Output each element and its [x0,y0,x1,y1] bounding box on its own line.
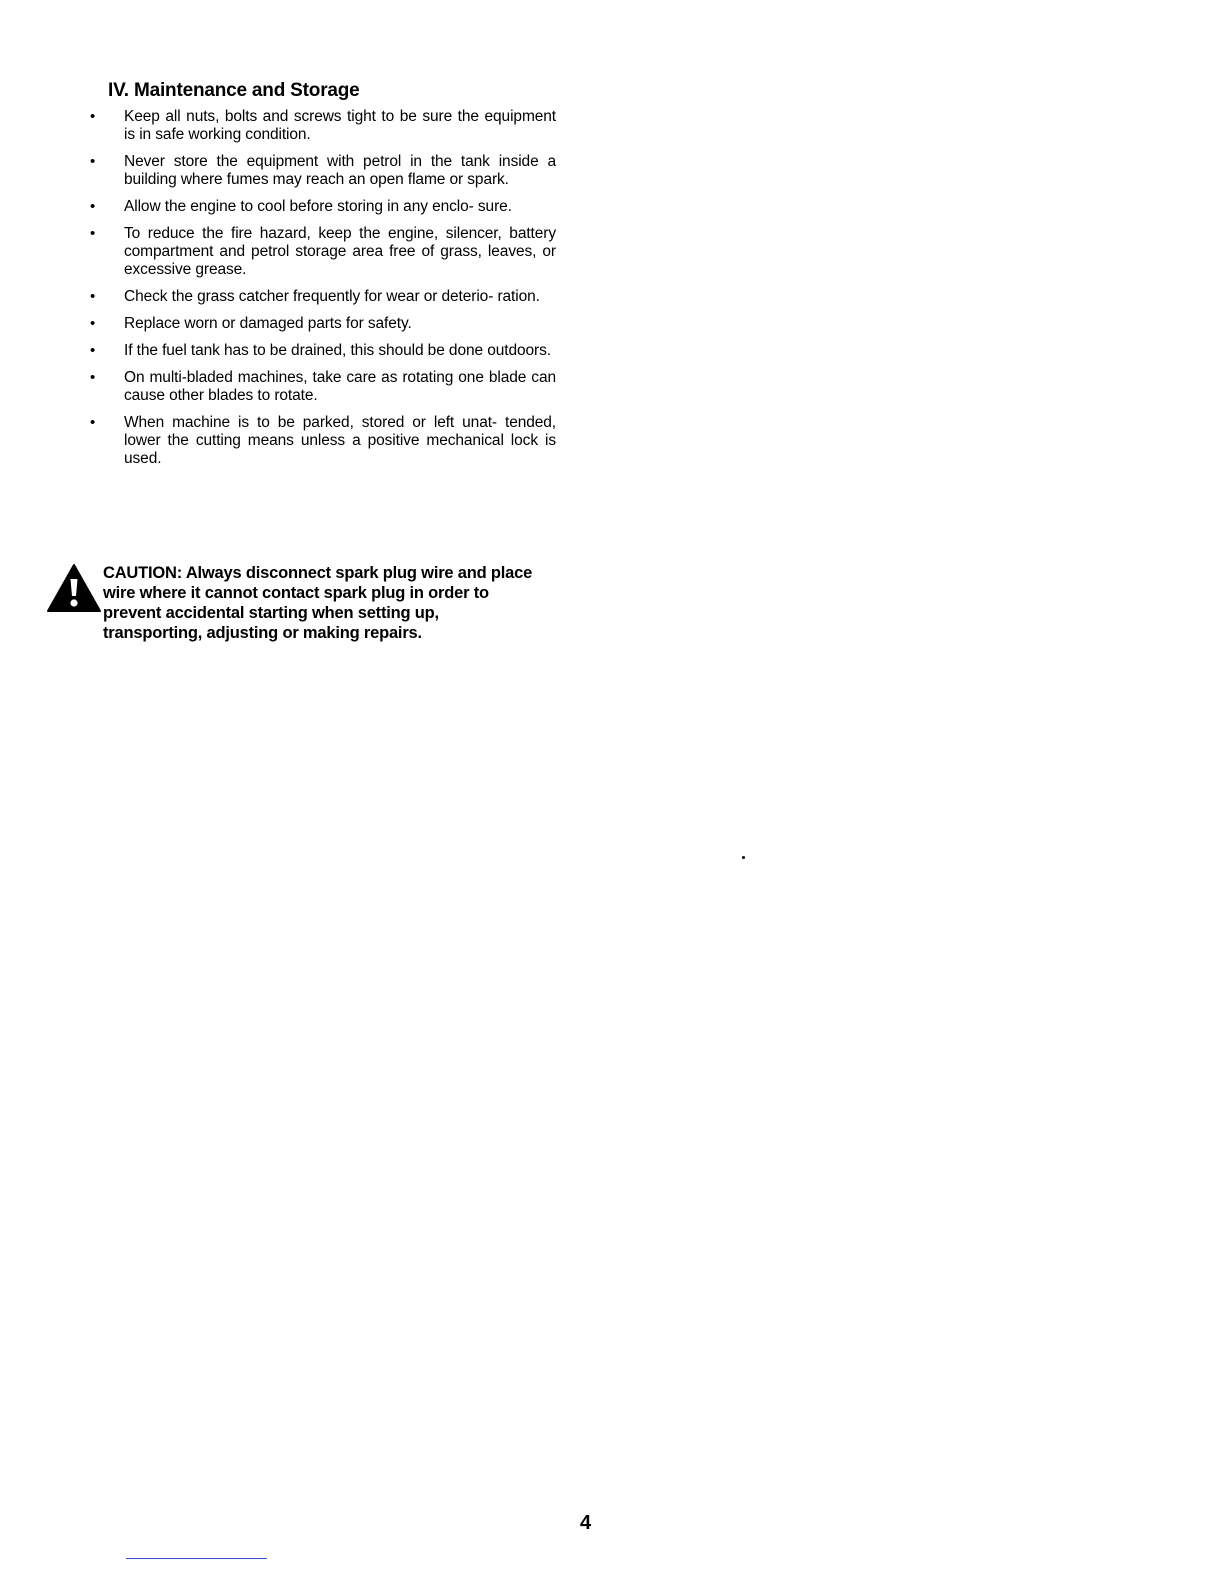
list-item [86,108,556,144]
list-item-text: Never store the equipment with petrol in the tank inside a building where fumes may reach an open flame or spark. [124,153,556,188]
bullet-icon: • [90,342,96,359]
bullet-icon: • [90,153,96,170]
list-item-text: When machine is to be parked, stored or left unat- tended, lower the cutting means unless a positive mechanical lock is used. [124,414,556,467]
bullet-icon: • [90,315,96,332]
list-item [86,342,556,360]
section-title: IV. Maintenance and Storage [108,80,360,101]
stray-mark [742,856,745,859]
list-item-text: Check the grass catcher frequently for wear or deterio- ration. [124,288,540,305]
bullet-icon: • [90,369,96,386]
list-item [86,153,556,189]
list-item [86,198,556,216]
bullet-icon: • [90,288,96,305]
footer-rule [126,1558,267,1559]
list-item-text: If the fuel tank has to be drained, this should be done outdoors. [124,342,551,359]
list-item [86,288,556,306]
bullet-icon: • [90,198,96,215]
list-item-text: Replace worn or damaged parts for safety. [124,315,412,332]
list-item [86,225,556,279]
warning-triangle-icon [46,563,102,613]
list-item [86,369,556,405]
bullet-icon: • [90,108,96,125]
list-item-text: Keep all nuts, bolts and screws tight to be sure the equipment is in safe working condition. [124,108,556,143]
list-item [86,315,556,333]
bullet-icon: • [90,225,96,242]
list-item-text: Allow the engine to cool before storing in any enclo- sure. [124,198,512,215]
page-number: 4 [580,1512,592,1534]
caution-text: CAUTION: Always disconnect spark plug wire and place wire where it cannot contact spark plug in order to prevent accidental starting when setting up, transporting, adjusting or making repairs. [103,564,533,642]
list-item-text: To reduce the fire hazard, keep the engine, silencer, battery compartment and petrol storage area free of grass, leaves, or excessive grease. [124,225,556,278]
list-item-text: On multi-bladed machines, take care as rotating one blade can cause other blades to rotate. [124,369,556,404]
bullet-icon: • [90,414,96,431]
maintenance-list [86,108,556,477]
list-item [86,414,556,468]
